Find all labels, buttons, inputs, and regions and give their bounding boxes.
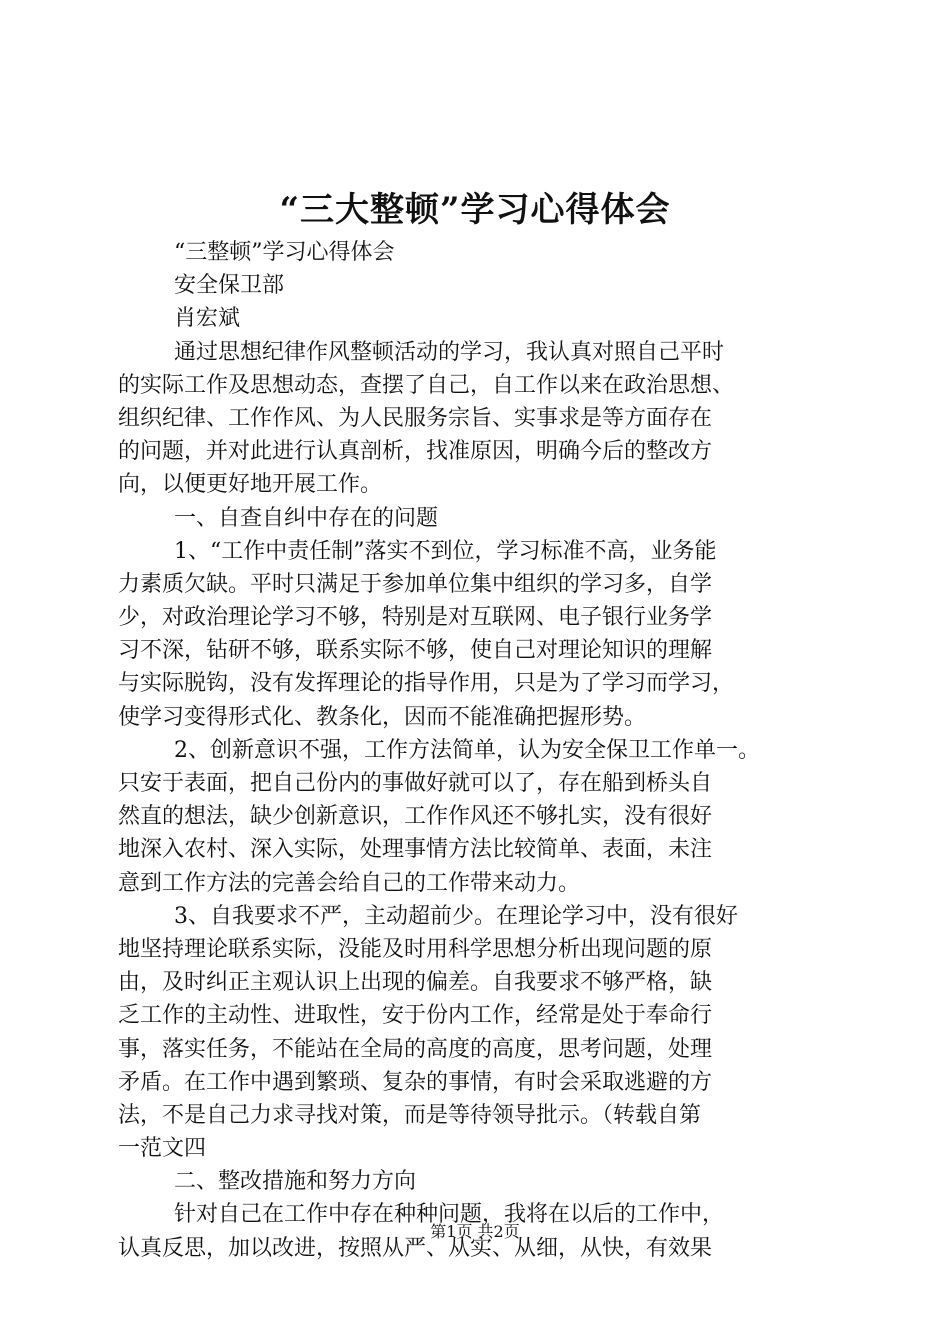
text-line: 力素质欠缺。平时只满足于参加单位集中组织的学习多，自学 (118, 571, 713, 597)
text-line: 向，以便更好地开展工作。 (118, 472, 383, 498)
text-line: 使学习变得形式化、教条化，因而不能准确把握形势。 (118, 704, 647, 730)
text-line: 只安于表面，把自己份内的事做好就可以了，存在船到桥头自 (118, 771, 713, 796)
text-line: 认真反思，加以改进，按照从严、从实、从细，从快，有效果 (118, 1235, 713, 1261)
text-line: 地深入农村、深入实际，处理事情方法比较简单、表面，未注 (118, 837, 713, 863)
text-line: 一、自查自纠中存在的问题 (174, 505, 439, 531)
text-line: 二、整改措施和努力方向 (174, 1169, 417, 1195)
text-line: 的问题，并对此进行认真剖析，找准原因，明确今后的整改方 (118, 439, 713, 465)
text-line: 与实际脱钩，没有发挥理论的指导作用，只是为了学习而学习， (118, 671, 735, 697)
text-line: 矛盾。在工作中遇到繁琐、复杂的事情，有时会采取逃避的方 (118, 1069, 713, 1095)
text-line: 一范文四 (118, 1136, 207, 1162)
text-line: 乏工作的主动性、进取性，安于份内工作，经常是处于奉命行 (118, 1003, 713, 1029)
page-footer: 第1页 共2页 (430, 1222, 520, 1241)
text-line: 3、自我要求不严，主动超前少。在理论学习中，没有很好 (174, 903, 738, 929)
text-line: 针对自己在工作中存在种种问题，我将在以后的工作中， (174, 1202, 725, 1228)
text-line: 然直的想法，缺少创新意识，工作作风还不够扎实，没有很好 (118, 804, 713, 830)
text-line: 地坚持理论联系实际，没能及时用科学思想分析出现问题的原 (118, 936, 713, 962)
text-line: 事，落实任务，不能站在全局的高度的高度，思考问题，处理 (118, 1036, 713, 1062)
text-line: 1、“工作中责任制”落实不到位，学习标准不高，业务能 (174, 538, 717, 564)
text-line: “三整顿”学习心得体会 (174, 240, 395, 265)
text-line: 肖宏斌 (174, 306, 241, 332)
text-line: 组织纪律、工作作风、为人民服务宗旨、实事求是等方面存在 (118, 405, 713, 431)
text-line: 意到工作方法的完善会给自己的工作带来动力。 (118, 870, 581, 896)
text-line: 安全保卫部 (174, 273, 285, 299)
text-line: 由，及时纠正主观认识上出现的偏差。自我要求不够严格，缺 (118, 970, 713, 996)
text-line: 的实际工作及思想动态，查摆了自己，自工作以来在政治思想、 (118, 372, 735, 398)
text-line: 法，不是自己力求寻找对策，而是等待领导批示。（转载自第 (118, 1102, 702, 1128)
text-line: 2、创新意识不强，工作方法简单，认为安全保卫工作单一。 (174, 737, 760, 763)
text-line: 习不深，钻研不够，联系实际不够，使自己对理论知识的理解 (118, 638, 713, 664)
document-title: “三大整顿”学习心得体会 (279, 190, 671, 230)
text-line: 少，对政治理论学习不够，特别是对互联网、电子银行业务学 (118, 605, 713, 631)
document-body (118, 236, 832, 1265)
text-line: 通过思想纪律作风整顿活动的学习，我认真对照自己平时 (174, 339, 725, 365)
